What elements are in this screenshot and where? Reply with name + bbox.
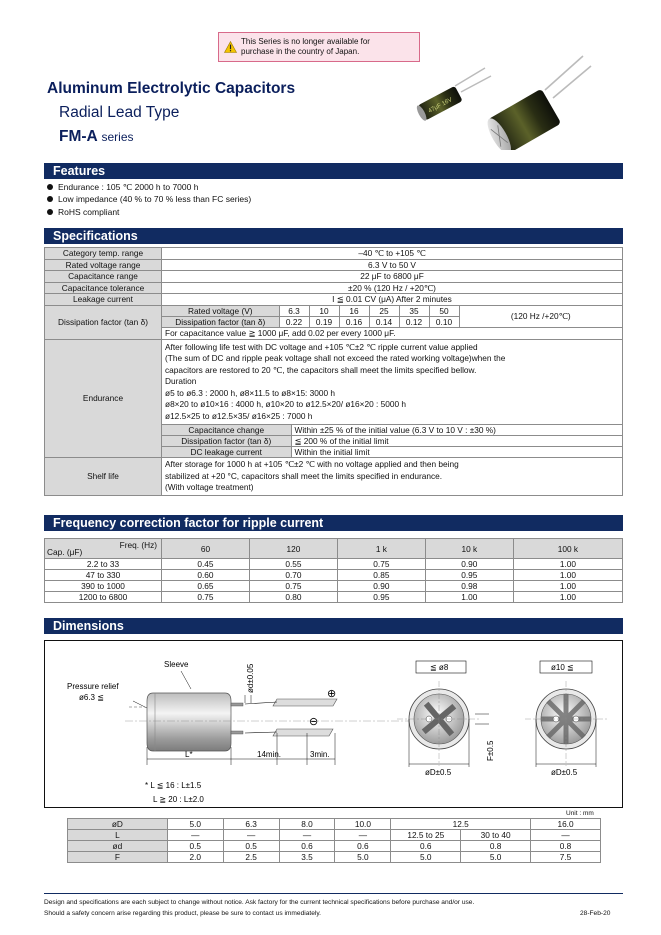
dim-cell: 3.5 <box>279 852 335 863</box>
factor-cell: 0.95 <box>337 592 425 603</box>
table-row <box>68 841 601 852</box>
small-case-label: ≦ ø8 <box>430 663 449 672</box>
table-row <box>45 539 623 559</box>
dim-cell: 0.8 <box>461 841 531 852</box>
feature-item: RoHS compliant <box>46 206 251 218</box>
factor-cell: 0.95 <box>425 570 513 581</box>
factor-cell: 0.45 <box>162 559 250 570</box>
spec-value: 6.3 V to 50 V <box>162 259 623 271</box>
dim-cell: — <box>167 830 223 841</box>
table-row <box>45 458 623 496</box>
factor-cell: 0.10 <box>429 317 459 328</box>
dissipation-table <box>162 306 622 339</box>
notice-line-2: purchase in the country of Japan. <box>241 47 360 56</box>
case-diameter-label-1: øD±0.5 <box>425 768 452 777</box>
cap-cell: 47 to 330 <box>45 570 162 581</box>
length-label: L* <box>185 750 193 759</box>
case-diameter-label-2: øD±0.5 <box>551 768 578 777</box>
factor-cell: 0.19 <box>309 317 339 328</box>
table-row <box>45 581 623 592</box>
length-tolerance-note-2: L ≧ 20 : L±2.0 <box>153 795 204 804</box>
product-title: Aluminum Electrolytic Capacitors <box>47 80 296 97</box>
warning-icon <box>219 41 241 53</box>
rated-voltage-label: Rated voltage (V) <box>162 306 279 317</box>
dim-cell: 0.6 <box>279 841 335 852</box>
dissipation-note: For capacitance value ≧ 1000 μF, add 0.02 per every 1000 μF. <box>162 328 622 339</box>
factor-cell: 0.12 <box>399 317 429 328</box>
factor-cell: 0.65 <box>162 581 250 592</box>
series-title <box>59 128 134 146</box>
spec-value: 22 μF to 6800 μF <box>162 271 623 283</box>
dim-cell: 12.5 to 25 <box>391 830 461 841</box>
freq-header: 10 k <box>425 539 513 559</box>
frequency-table <box>44 538 623 603</box>
dim-cell: 0.8 <box>531 841 601 852</box>
factor-cell: 0.90 <box>425 559 513 570</box>
dim-cell: 10.0 <box>335 819 391 830</box>
factor-cell: 0.75 <box>249 581 337 592</box>
dim-cell: — <box>279 830 335 841</box>
small-capacitor-label: 47μF 16V <box>427 97 454 115</box>
table-row <box>45 294 623 306</box>
dissipation-condition: (120 Hz /+20℃) <box>459 306 622 328</box>
voltage-cell: 16 <box>339 306 369 317</box>
dissipation-factor-label: Dissipation factor (tan δ) <box>162 317 279 328</box>
pressure-relief-label: Pressure relief <box>67 682 119 691</box>
dim-cell: 0.6 <box>335 841 391 852</box>
factor-cell: 0.80 <box>249 592 337 603</box>
voltage-cell: 25 <box>369 306 399 317</box>
limit-value: Within ±25 % of the initial value (6.3 V to 10 V : ±30 %) <box>291 424 622 435</box>
dim-cell: 6.3 <box>223 819 279 830</box>
features-list <box>46 181 251 218</box>
spec-value: ±20 % (120 Hz / +20℃) <box>162 282 623 294</box>
limit-value: Within the initial limit <box>291 446 622 457</box>
feature-item: Low impedance (40 % to 70 % less than FC series) <box>46 193 251 205</box>
sleeve-label: Sleeve <box>164 660 189 669</box>
factor-cell: 0.75 <box>162 592 250 603</box>
spec-label: Dissipation factor (tan δ) <box>45 305 162 339</box>
table-row <box>68 852 601 863</box>
table-row <box>45 339 623 458</box>
voltage-cell: 50 <box>429 306 459 317</box>
series-word: series <box>101 130 134 144</box>
large-case-label: ø10 ≦ <box>551 663 574 672</box>
dim-cell: 8.0 <box>279 819 335 830</box>
freq-header: 60 <box>162 539 250 559</box>
spec-label: Rated voltage range <box>45 259 162 271</box>
shelf-life-text <box>162 458 623 496</box>
dim-cell: 0.6 <box>391 841 461 852</box>
cap-cell: 390 to 1000 <box>45 581 162 592</box>
endurance-line: ø8×20 to ø10×16 : 4000 h, ø10×20 to ø12.5×20/ ø16×20 : 5000 h <box>165 399 407 410</box>
pressure-relief-size: ø6.3 ≦ <box>79 693 104 702</box>
length-tolerance-note-1: * L ≦ 16 : L±1.5 <box>145 781 202 790</box>
unit-label: Unit : mm <box>566 810 594 817</box>
endurance-line: ø12.5×25 to ø12.5×35/ ø16×25 : 7000 h <box>165 411 313 422</box>
endurance-text <box>162 340 622 424</box>
factor-cell: 1.00 <box>513 581 622 592</box>
dim-cell: 2.0 <box>167 852 223 863</box>
feature-item: Endurance : 105 ℃ 2000 h to 7000 h <box>46 181 251 193</box>
freq-header: 100 k <box>513 539 622 559</box>
dim-cell: 5.0 <box>335 852 391 863</box>
spec-label: Endurance <box>45 339 162 458</box>
lead-diameter-label: ød±0.05 <box>246 663 255 693</box>
voltage-cell: 10 <box>309 306 339 317</box>
voltage-cell: 6.3 <box>279 306 309 317</box>
dimension-drawing <box>45 641 622 807</box>
discontinued-notice <box>218 32 420 62</box>
dim-cell: — <box>223 830 279 841</box>
specifications-table <box>44 247 623 496</box>
lead-3min-label: 3min. <box>310 750 330 759</box>
dim-label: F <box>68 852 168 863</box>
table-row <box>45 559 623 570</box>
spec-value: –40 ℃ to +105 ℃ <box>162 248 623 260</box>
dim-cell: 30 to 40 <box>461 830 531 841</box>
factor-cell: 1.00 <box>513 570 622 581</box>
factor-cell: 0.98 <box>425 581 513 592</box>
factor-cell: 0.16 <box>339 317 369 328</box>
footer-disclaimer-1: Design and specifications are each subject to change without notice. Ask factory for the current technical specifications before purchase and/or use. <box>44 899 475 906</box>
spec-label: Capacitance range <box>45 271 162 283</box>
shelf-line: (With voltage treatment) <box>165 482 254 493</box>
cap-label: Cap. (μF) <box>47 547 83 557</box>
dim-cell: — <box>335 830 391 841</box>
dimensions-table <box>67 818 601 863</box>
table-row <box>45 282 623 294</box>
table-row <box>68 830 601 841</box>
freq-label: Freq. (Hz) <box>119 540 157 550</box>
dim-cell: 16.0 <box>531 819 601 830</box>
dim-label: øD <box>68 819 168 830</box>
limit-label: DC leakage current <box>162 446 291 457</box>
table-row <box>45 570 623 581</box>
series-name: FM-A <box>59 128 98 145</box>
spec-label: Shelf life <box>45 458 162 496</box>
capacitor-photo <box>415 50 600 150</box>
dim-cell: 5.0 <box>461 852 531 863</box>
factor-cell: 0.14 <box>369 317 399 328</box>
dim-cell: 5.0 <box>167 819 223 830</box>
dim-cell: 0.5 <box>223 841 279 852</box>
table-row <box>45 305 623 339</box>
endurance-line: After following life test with DC voltage and +105 ℃±2 ℃ ripple current value applied <box>165 341 478 352</box>
table-row <box>45 271 623 283</box>
freq-header: 1 k <box>337 539 425 559</box>
dim-cell: 5.0 <box>391 852 461 863</box>
factor-cell: 0.75 <box>337 559 425 570</box>
table-row <box>68 819 601 830</box>
footer-divider <box>44 893 623 894</box>
freq-header: 120 <box>249 539 337 559</box>
factor-cell: 0.70 <box>249 570 337 581</box>
cap-cell: 1200 to 6800 <box>45 592 162 603</box>
cap-cell: 2.2 to 33 <box>45 559 162 570</box>
endurance-line: capacitors are restored to 20 ℃, the capacitors shall meet the limits specified bellow. <box>165 364 477 375</box>
lead-spacing-label: F±0.5 <box>486 740 495 761</box>
freq-cap-header <box>45 539 162 559</box>
notice-line-1: This Series is no longer available for <box>241 37 370 46</box>
dimensions-header: Dimensions <box>44 618 623 634</box>
table-row <box>45 592 623 603</box>
dim-cell: 2.5 <box>223 852 279 863</box>
limit-label: Dissipation factor (tan δ) <box>162 435 291 446</box>
spec-label: Capacitance tolerance <box>45 282 162 294</box>
product-subtitle: Radial Lead Type <box>59 104 180 121</box>
factor-cell: 0.22 <box>279 317 309 328</box>
dim-cell: — <box>531 830 601 841</box>
specifications-header: Specifications <box>44 228 623 244</box>
table-row <box>45 248 623 260</box>
minus-terminal-icon: ⊖ <box>309 716 319 728</box>
factor-cell: 0.60 <box>162 570 250 581</box>
factor-cell: 1.00 <box>513 559 622 570</box>
features-header: Features <box>44 163 623 179</box>
factor-cell: 1.00 <box>425 592 513 603</box>
spec-value: I ≦ 0.01 CV (μA) After 2 minutes <box>162 294 623 306</box>
dim-cell: 0.5 <box>167 841 223 852</box>
table-row <box>45 259 623 271</box>
revision-date: 28-Feb-20 <box>580 910 611 917</box>
spec-label: Leakage current <box>45 294 162 306</box>
endurance-line: (The sum of DC and ripple peak voltage shall not exceed the rated working voltage)when the <box>165 353 506 364</box>
limit-label: Capacitance change <box>162 424 291 435</box>
factor-cell: 0.55 <box>249 559 337 570</box>
dim-cell: 7.5 <box>531 852 601 863</box>
dimension-drawing-frame <box>44 640 623 808</box>
frequency-header: Frequency correction factor for ripple current <box>44 515 623 531</box>
plus-terminal-icon: ⊕ <box>327 688 337 700</box>
footer-disclaimer-2: Should a safety concern arise regarding this product, please be sure to contact us immediately. <box>44 910 321 917</box>
endurance-line: Duration <box>165 376 197 387</box>
shelf-line: After storage for 1000 h at +105 ℃±2 ℃ with no voltage applied and then being <box>165 459 459 470</box>
dim-cell: 12.5 <box>391 819 531 830</box>
voltage-cell: 35 <box>399 306 429 317</box>
dim-label: ød <box>68 841 168 852</box>
limit-value: ≦ 200 % of the initial limit <box>291 435 622 446</box>
spec-label: Category temp. range <box>45 248 162 260</box>
factor-cell: 1.00 <box>513 592 622 603</box>
dim-label: L <box>68 830 168 841</box>
factor-cell: 0.90 <box>337 581 425 592</box>
factor-cell: 0.85 <box>337 570 425 581</box>
lead-14min-label: 14min. <box>257 750 282 759</box>
shelf-line: stabilized at +20 °C, capacitors shall meet the limits specified in endurance. <box>165 470 443 481</box>
endurance-limits-table <box>162 424 622 458</box>
endurance-line: ø5 to ø6.3 : 2000 h, ø8×11.5 to ø8×15: 3000 h <box>165 387 336 398</box>
